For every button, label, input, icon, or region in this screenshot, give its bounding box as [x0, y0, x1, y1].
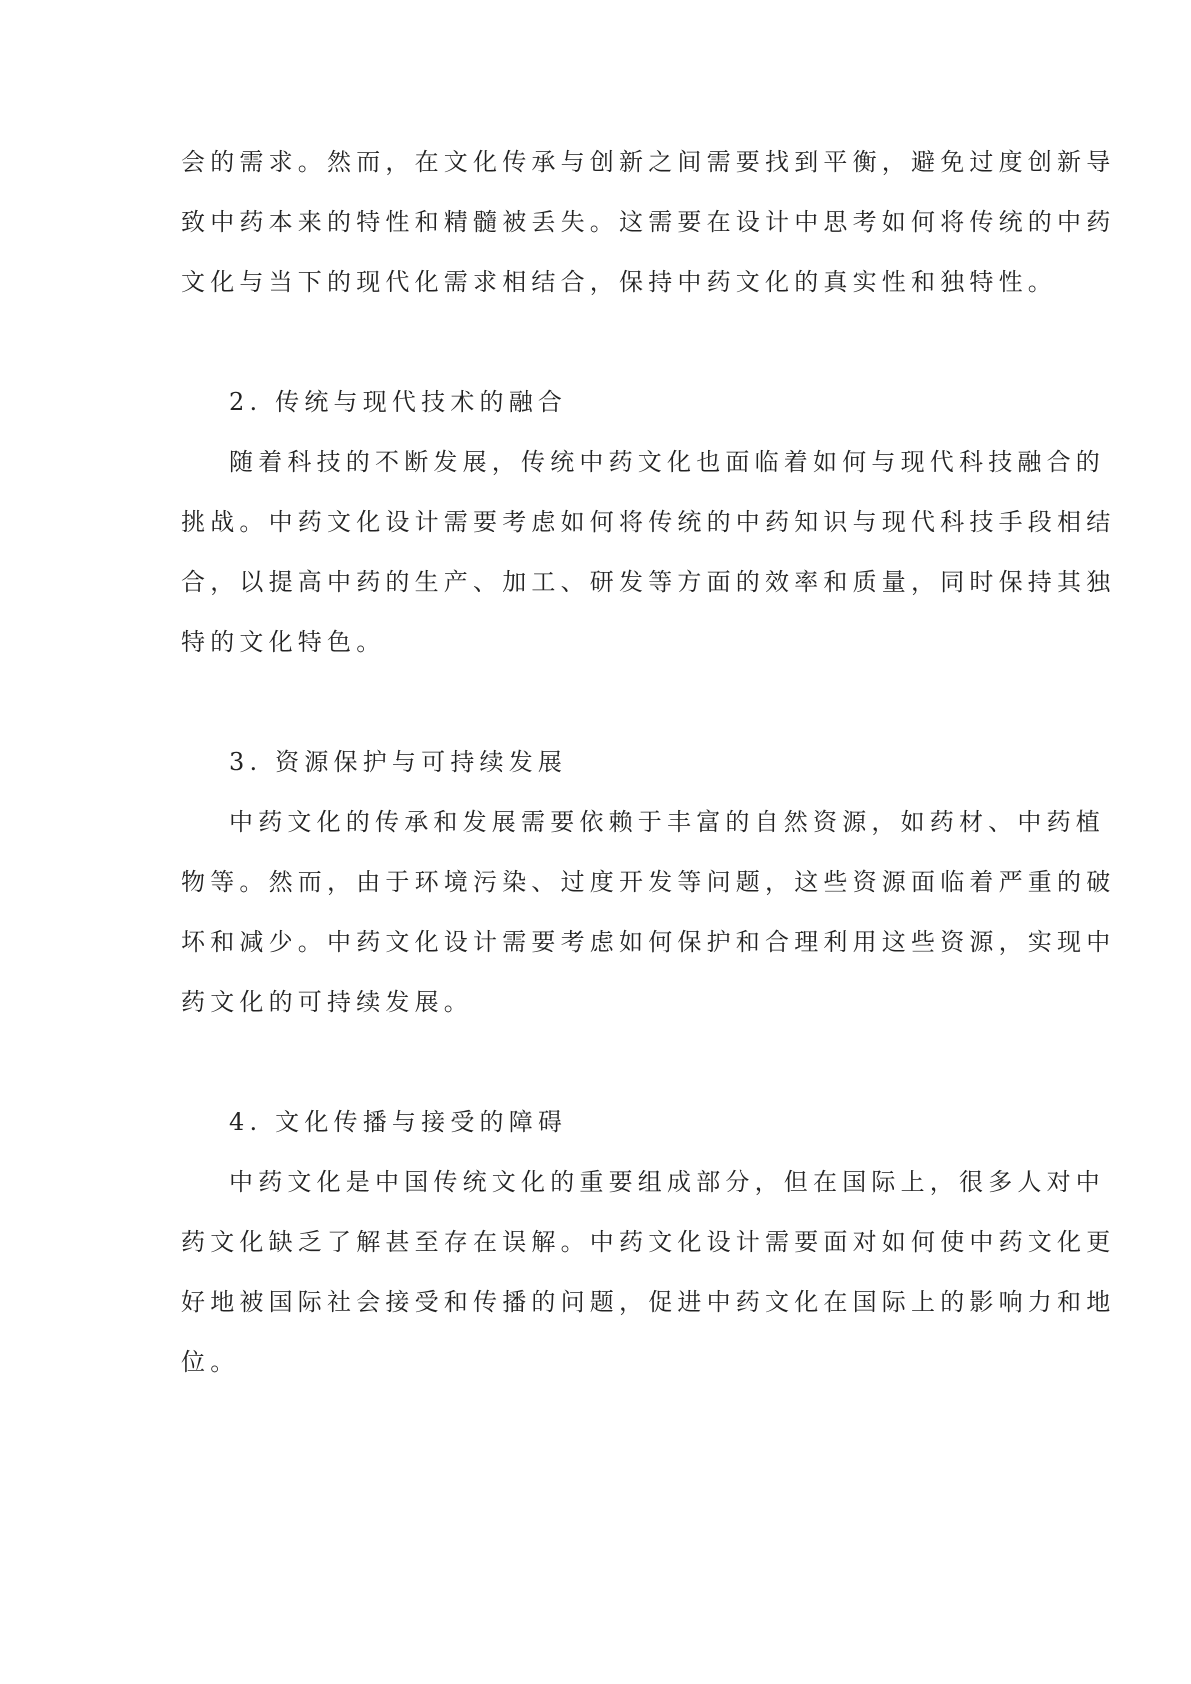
- paragraph-line: 合，以提高中药的生产、加工、研发等方面的效率和质量，同时保持其独: [181, 568, 1116, 596]
- paragraph-line: 好地被国际社会接受和传播的问题，促进中药文化在国际上的影响力和地: [181, 1288, 1116, 1316]
- paragraph-line: 药文化的可持续发展。: [181, 988, 473, 1016]
- section-technology-integration: [181, 372, 1116, 672]
- paragraph-line: 特的文化特色。: [181, 628, 386, 656]
- section-heading: 3. 资源保护与可持续发展: [229, 748, 568, 776]
- document-page: [181, 132, 1116, 1392]
- section-heading: 2. 传统与现代技术的融合: [229, 388, 568, 416]
- paragraph-line: 物等。然而，由于环境污染、过度开发等问题，这些资源面临着严重的破: [181, 868, 1116, 896]
- intro-paragraph: [181, 132, 1116, 312]
- paragraph-line: 致中药本来的特性和精髓被丢失。这需要在设计中思考如何将传统的中药: [181, 208, 1116, 236]
- section-gap: [181, 672, 1013, 732]
- section-gap: [181, 1032, 1013, 1092]
- section-cultural-communication: [181, 1092, 1116, 1392]
- paragraph-line: 文化与当下的现代化需求相结合，保持中药文化的真实性和独特性。: [181, 268, 1057, 296]
- paragraph-line: 随着科技的不断发展，传统中药文化也面临着如何与现代科技融合的: [229, 448, 1105, 476]
- paragraph-line: 药文化缺乏了解甚至存在误解。中药文化设计需要面对如何使中药文化更: [181, 1228, 1116, 1256]
- paragraph-line: 坏和减少。中药文化设计需要考虑如何保护和合理利用这些资源，实现中: [181, 928, 1116, 956]
- paragraph-line: 位。: [181, 1348, 240, 1376]
- paragraph-line: 中药文化是中国传统文化的重要组成部分，但在国际上，很多人对中: [229, 1168, 1105, 1196]
- section-resource-protection: [181, 732, 1116, 1032]
- paragraph-line: 中药文化的传承和发展需要依赖于丰富的自然资源，如药材、中药植: [229, 808, 1105, 836]
- section-gap: [181, 312, 1013, 372]
- section-heading: 4. 文化传播与接受的障碍: [229, 1108, 568, 1136]
- paragraph-line: 挑战。中药文化设计需要考虑如何将传统的中药知识与现代科技手段相结: [181, 508, 1116, 536]
- paragraph-line: 会的需求。然而，在文化传承与创新之间需要找到平衡，避免过度创新导: [181, 148, 1116, 176]
